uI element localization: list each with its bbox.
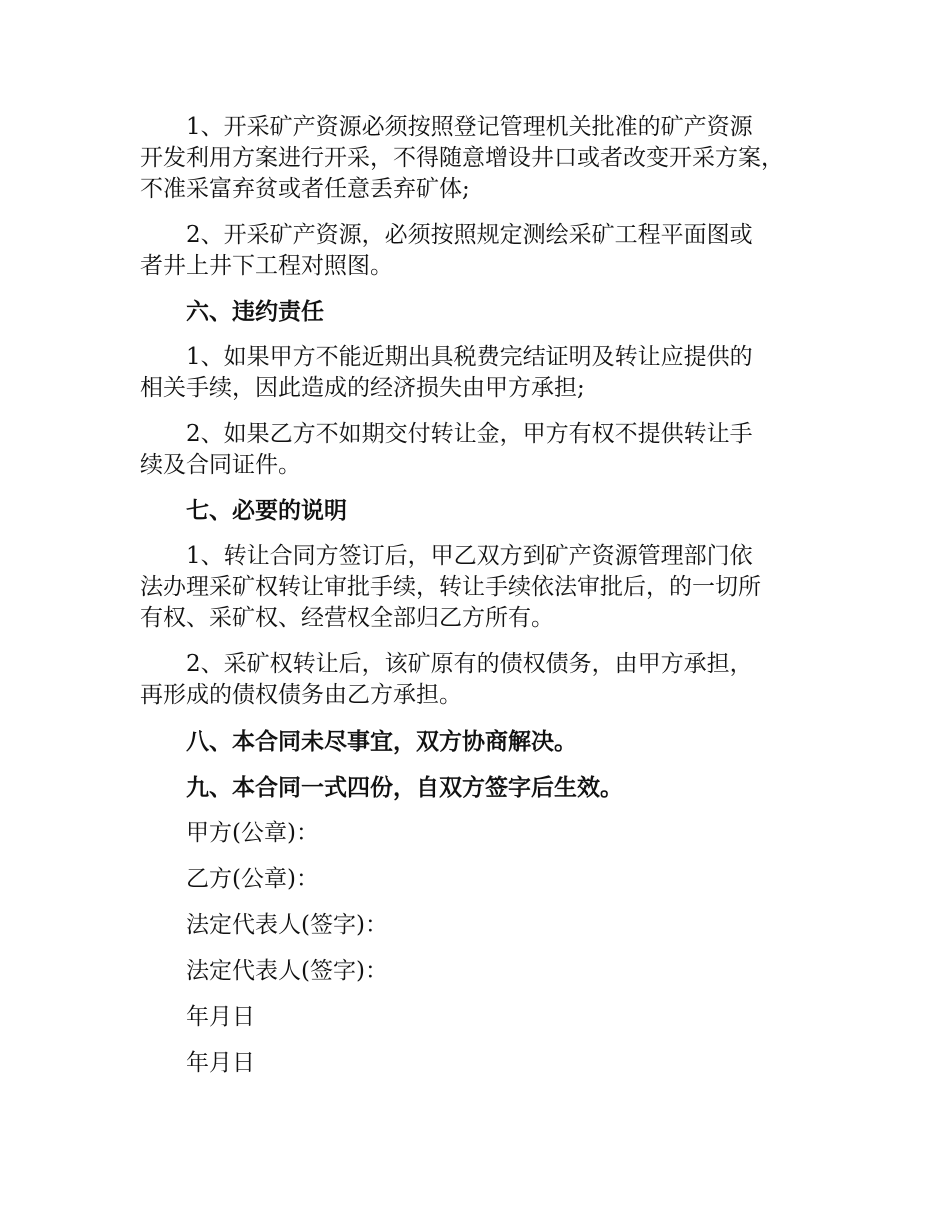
- paragraph-line: 开发利用方案进行开采，不得随意增设井口或者改变开采方案，: [140, 145, 784, 171]
- section-8-heading: 八、本合同未尽事宜，双方协商解决。: [186, 728, 577, 755]
- paragraph-line: 有权、采矿权、经营权全部归乙方所有。: [140, 605, 554, 631]
- breach-item-1-paragraph: [140, 342, 830, 404]
- paragraph-line: 2、采矿权转让后，该矿原有的债权债务，由甲方承担，: [186, 651, 753, 677]
- paragraph-line: 再形成的债权债务由乙方承担。: [140, 682, 462, 708]
- party-b-seal-line: 乙方(公章)：: [186, 866, 319, 892]
- date-line-b: 年月日: [186, 1050, 255, 1076]
- paragraph-line: 法办理采矿权转让审批手续，转让手续依法审批后，的一切所: [140, 574, 761, 600]
- date-line-a: 年月日: [186, 1004, 255, 1030]
- paragraph-line: 不准采富弃贫或者任意丢弃矿体;: [140, 176, 470, 202]
- section-7-heading: 七、必要的说明: [186, 497, 347, 524]
- paragraph-line: 1、如果甲方不能近期出具税费完结证明及转让应提供的: [186, 344, 753, 370]
- party-a-seal-line: 甲方(公章)：: [186, 820, 319, 846]
- paragraph-line: 2、如果乙方不如期交付转让金，甲方有权不提供转让手: [186, 421, 753, 447]
- note-item-1-paragraph: [140, 541, 830, 634]
- section-6-heading: 六、违约责任: [186, 298, 324, 325]
- paragraph-line: 者井上井下工程对照图。: [140, 253, 393, 279]
- paragraph-line: 2、开采矿产资源，必须按照规定测绘采矿工程平面图或: [186, 222, 753, 248]
- mining-rule-1-paragraph: [140, 112, 830, 205]
- paragraph-line: 1、转让合同方签订后，甲乙双方到矿产资源管理部门依: [186, 543, 753, 569]
- representative-b-signature-line: 法定代表人(签字)：: [186, 958, 388, 984]
- breach-item-2-paragraph: [140, 419, 830, 481]
- note-item-2-paragraph: [140, 649, 830, 711]
- paragraph-line: 续及合同证件。: [140, 452, 301, 478]
- paragraph-line: 1、开采矿产资源必须按照登记管理机关批准的矿产资源: [186, 114, 753, 140]
- section-9-heading: 九、本合同一式四份，自双方签字后生效。: [186, 774, 623, 801]
- paragraph-line: 相关手续，因此造成的经济损失由甲方承担;: [140, 375, 585, 401]
- mining-rule-2-paragraph: [140, 220, 830, 282]
- representative-a-signature-line: 法定代表人(签字)：: [186, 912, 388, 938]
